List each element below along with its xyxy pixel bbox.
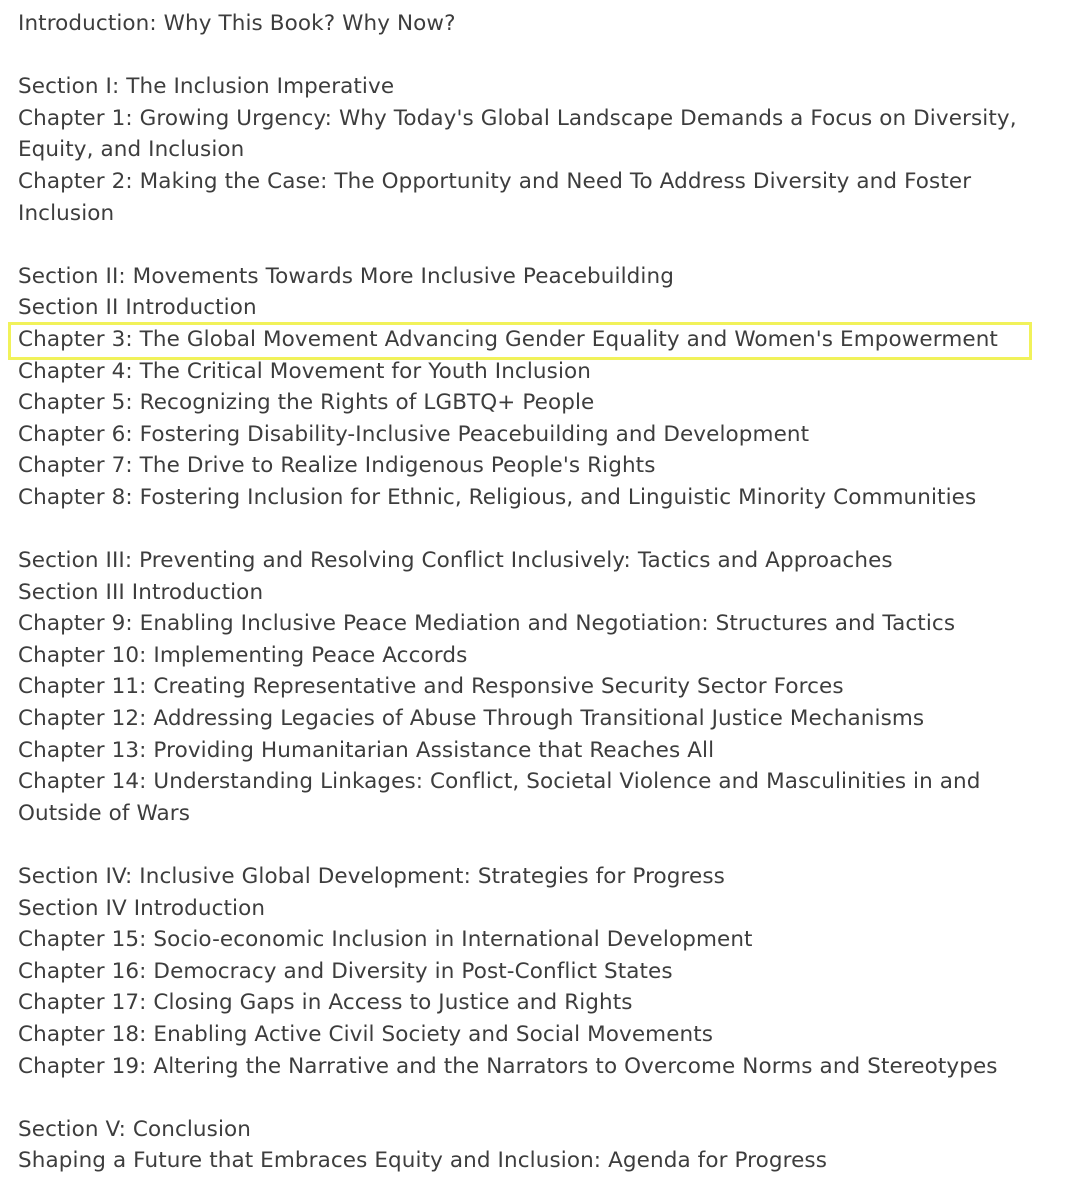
spacer [18, 514, 1058, 546]
section-title: Section I: The Inclusion Imperative [18, 74, 395, 100]
chapter-line: Chapter 6: Fostering Disability-Inclusive Peacebuilding and Development [18, 421, 810, 447]
chapter-line: Chapter 4: The Critical Movement for Youth Inclusion [18, 358, 592, 384]
chapter-line: Chapter 19: Altering the Narrative and the Narrators to Overcome Norms and Stereotypes [18, 1053, 998, 1079]
chapter-line: Chapter 7: The Drive to Realize Indigenous People's Rights [18, 453, 656, 479]
section-intro-line: Section III Introduction [18, 579, 264, 605]
section-title: Section IV: Inclusive Global Development: Strategies for Progress [18, 864, 725, 890]
section-title: Section II: Movements Towards More Inclusive Peacebuilding [18, 263, 674, 289]
section-title: Section V: Conclusion [18, 1116, 252, 1142]
chapter-line: Chapter 10: Implementing Peace Accords [18, 642, 468, 668]
intro-line: Introduction: Why This Book? Why Now? [18, 11, 456, 36]
chapter-line: Chapter 15: Socio-economic Inclusion in International Development [18, 927, 753, 953]
section-intro-line: Section IV Introduction [18, 895, 266, 921]
chapter-line: Chapter 17: Closing Gaps in Access to Justice and Rights [18, 990, 633, 1016]
spacer [18, 229, 1058, 261]
chapter-line: Chapter 18: Enabling Active Civil Society and Social Movements [18, 1022, 714, 1047]
chapter-line: Chapter 16: Democracy and Diversity in Post-Conflict States [18, 958, 673, 984]
section-title: Section III: Preventing and Resolving Conflict Inclusively: Tactics and Approaches [18, 548, 893, 574]
chapter-line: Chapter 14: Understanding Linkages: Conflict, Societal Violence and Masculinities in and Outside of Wars [18, 769, 981, 826]
chapter-line: Chapter 2: Making the Case: The Opportunity and Need To Address Diversity and Foster Inclusion [18, 168, 972, 226]
chapter-line: Chapter 5: Recognizing the Rights of LGBTQ+ People [18, 390, 595, 416]
chapter-line: Chapter 12: Addressing Legacies of Abuse Through Transitional Justice Mechanisms [18, 706, 925, 732]
spacer [18, 1082, 1058, 1114]
table-of-contents [18, 8, 1058, 1177]
chapter-line-highlighted: Chapter 3: The Global Movement Advancing Gender Equality and Women's Empowerment [18, 326, 998, 352]
chapter-line: Chapter 13: Providing Humanitarian Assistance that Reaches All [18, 737, 715, 763]
section-intro-line: Section II Introduction [18, 295, 257, 321]
chapter-line: Chapter 8: Fostering Inclusion for Ethnic, Religious, and Linguistic Minority Communities [18, 484, 977, 510]
spacer [18, 40, 1058, 72]
conclusion-line: Shaping a Future that Embraces Equity and Inclusion: Agenda for Progress [18, 1148, 827, 1174]
spacer [18, 829, 1058, 861]
chapter-line: Chapter 9: Enabling Inclusive Peace Mediation and Negotiation: Structures and Tactics [18, 611, 956, 637]
chapter-line: Chapter 11: Creating Representative and Responsive Security Sector Forces [18, 674, 844, 700]
chapter-line: Chapter 1: Growing Urgency: Why Today's Global Landscape Demands a Focus on Diversity, Equity, and Inclusion [18, 105, 1017, 163]
